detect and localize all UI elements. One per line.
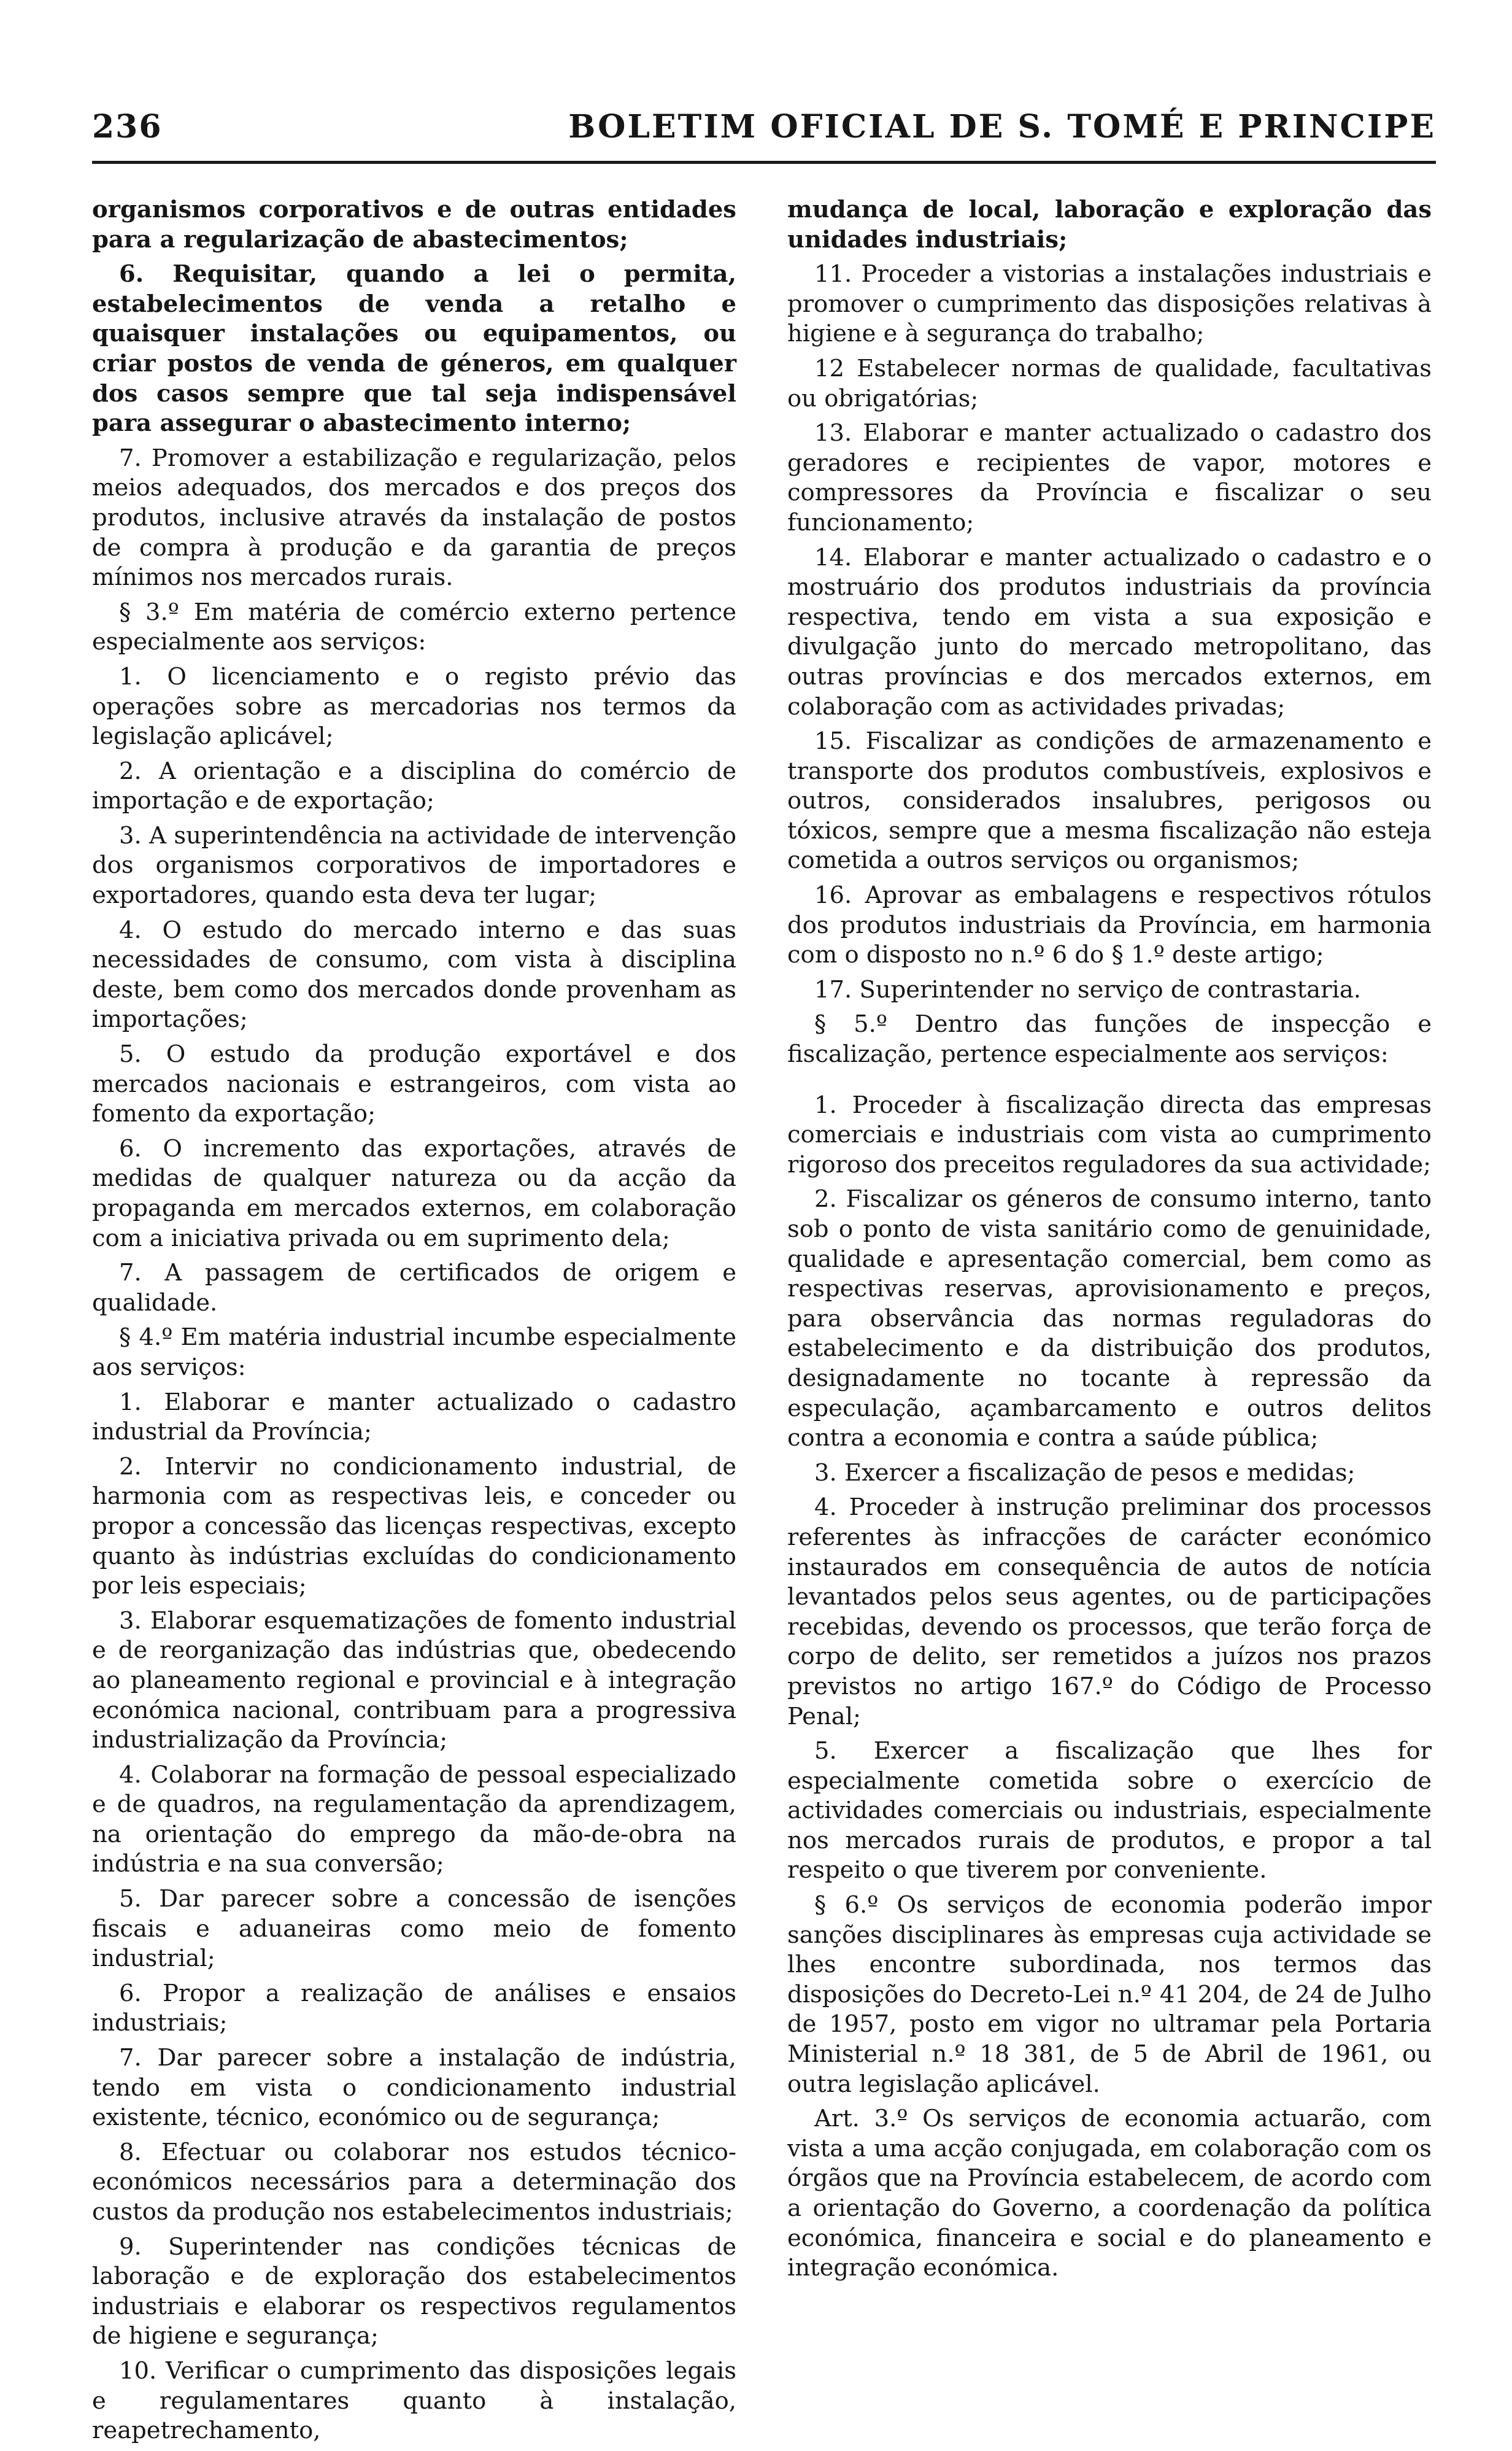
- paragraph: 4. Colaborar na formação de pessoal especializado e de quadros, na regulamentação da aprendizagem, na orientação do emprego da mão-de-obra na indústria e na sua conversão;: [92, 1760, 736, 1878]
- paragraph: 1. Proceder à fiscalização directa das empresas comerciais e industriais com vista ao cumprimento rigoroso dos preceitos reguladores da sua actividade;: [787, 1091, 1432, 1179]
- paragraph: 8. Efectuar ou colaborar nos estudos técnico-económicos necessários para a determinação dos custos da produção nos estabelecimentos industriais;: [92, 2138, 736, 2226]
- paragraph: Art. 3.º Os serviços de economia actuarão, com vista a uma acção conjugada, em colaboração com os órgãos que na Província estabelecem, de acordo com a orientação do Governo, a coordenação da política económica, financeira e social e do planeamento e integração económica.: [787, 2105, 1432, 2282]
- paragraph: 5. O estudo da produção exportável e dos mercados nacionais e estrangeiros, com vista ao fomento da exportação;: [92, 1040, 736, 1128]
- paragraph: 2. A orientação e a disciplina do comércio de importação e de exportação;: [92, 757, 736, 815]
- paragraph: mudança de local, laboração e exploração das unidades industriais;: [787, 196, 1432, 254]
- paragraph: 7. Dar parecer sobre a instalação de indústria, tendo em vista o condicionamento industrial existente, técnico, económico ou de segurança;: [92, 2044, 736, 2132]
- journal-title: BOLETIM OFICIAL DE S. TOMÉ E PRINCIPE: [568, 108, 1436, 145]
- paragraph: 9. Superintender nas condições técnicas de laboração e de exploração dos estabelecimentos industriais e elaborar os respectivos regulamentos de higiene e segurança;: [92, 2232, 736, 2350]
- paragraph: 6. Requisitar, quando a lei o permita, estabelecimentos de venda a retalho e quaisquer instalações ou equipamentos, ou criar postos de venda de géneros, em qualquer dos casos sempre que tal seja indispensável para assegurar o abastecimento interno;: [92, 260, 736, 438]
- paragraph: 14. Elaborar e manter actualizado o cadastro e o mostruário dos produtos industriais da província respectiva, tendo em vista a sua exposição e divulgação junto do mercado metropolitano, das outras províncias e dos mercados externos, em colaboração com as actividades privadas;: [787, 543, 1432, 721]
- paragraph: 17. Superintender no serviço de contrastaria.: [814, 975, 1362, 1004]
- paragraph: 3. A superintendência na actividade de intervenção dos organismos corporativos de importadores e exportadores, quando esta deva ter lugar;: [92, 821, 736, 910]
- paragraph: 16. Aprovar as embalagens e respectivos rótulos dos produtos industriais da Província, em harmonia com o disposto no n.º 6 do § 1.º deste artigo;: [787, 881, 1432, 969]
- paragraph: § 6.º Os serviços de economia poderão impor sanções disciplinares às empresas cuja actividade se lhes encontre subordinada, nos termos das disposições do Decreto-Lei n.º 41 204, de 24 de Julho de 1957, posto em vigor no ultramar pela Portaria Ministerial n.º 18 381, de 5 de Abril de 1961, ou outra legislação aplicável.: [787, 1891, 1432, 2098]
- paragraph: 5. Dar parecer sobre a concessão de isenções fiscais e aduaneiras como meio de fomento industrial;: [92, 1885, 736, 1973]
- paragraph: 15. Fiscalizar as condições de armazenamento e transporte dos produtos combustíveis, explosivos e outros, considerados insalubres, perigosos ou tóxicos, sempre que a mesma fiscalização não esteja cometida a outros serviços ou organismos;: [787, 727, 1432, 875]
- paragraph: 7. A passagem de certificados de origem e qualidade.: [92, 1259, 736, 1317]
- paragraph: 1. O licenciamento e o registo prévio das operações sobre as mercadorias nos termos da legislação aplicável;: [92, 662, 736, 751]
- paragraph: 2. Intervir no condicionamento industrial, de harmonia com as respectivas leis, e conceder ou propor a concessão das licenças respectivas, excepto quanto às indústrias excluídas do condicionamento por leis especiais;: [92, 1452, 736, 1600]
- paragraph: 2. Fiscalizar os géneros de consumo interno, tanto sob o ponto de vista sanitário como de genuinidade, qualidade e apresentação comercial, bem como as respectivas reservas, aprovisionamento e preços, para observância das normas reguladoras do estabelecimento e da distribuição dos produtos, designadamente no tocante à repressão da especulação, açambarcamento e outros delitos contra a economia e contra a saúde pública;: [787, 1185, 1432, 1452]
- right-column: [787, 195, 1432, 2288]
- paragraph: organismos corporativos e de outras entidades para a regularização de abastecimentos;: [92, 196, 736, 254]
- paragraph: 3. Exercer a fiscalização de pesos e medidas;: [814, 1458, 1356, 1487]
- paragraph: § 5.º Dentro das funções de inspecção e fiscalização, pertence especialmente aos serviços:: [787, 1010, 1432, 1069]
- paragraph: 4. O estudo do mercado interno e das suas necessidades de consumo, com vista à disciplina deste, bem como dos mercados donde provenham as importações;: [92, 916, 736, 1034]
- paragraph: 1. Elaborar e manter actualizado o cadastro industrial da Província;: [92, 1388, 736, 1446]
- paragraph: 10. Verificar o cumprimento das disposições legais e regulamentares quanto à instalação, reapetrechamento,: [92, 2356, 736, 2445]
- left-column: [92, 195, 736, 2451]
- paragraph: 6. O incremento das exportações, através de medidas de qualquer natureza ou da acção da propaganda em mercados externos, em colaboração com a iniciativa privada ou em suprimento dela;: [92, 1134, 736, 1252]
- paragraph: 4. Proceder à instrução preliminar dos processos referentes às infracções de carácter económico instaurados em consequência de autos de notícia levantados pelos seus agentes, ou de participações recebidas, devendo os processos, que terão força de corpo de delito, ser remetidos a juízos nos prazos previstos no artigo 167.º do Código de Processo Penal;: [787, 1493, 1432, 1730]
- paragraph: § 4.º Em matéria industrial incumbe especialmente aos serviços:: [92, 1323, 736, 1381]
- header-rule: [92, 161, 1436, 164]
- paragraph: 7. Promover a estabilização e regularização, pelos meios adequados, dos mercados e dos preços dos produtos, inclusive através da instalação de postos de compra à produção e da garantia de preços mínimos nos mercados rurais.: [92, 444, 736, 592]
- page-number: 236: [92, 108, 163, 145]
- paragraph: 11. Proceder a vistorias a instalações industriais e promover o cumprimento das disposições relativas à higiene e à segurança do trabalho;: [787, 260, 1432, 348]
- paragraph: 3. Elaborar esquematizações de fomento industrial e de reorganização das indústrias que, obedecendo ao planeamento regional e provincial e à integração económica nacional, contribuam para a progressiva industrialização da Província;: [92, 1606, 736, 1754]
- paragraph: 12 Estabelecer normas de qualidade, facultativas ou obrigatórias;: [787, 354, 1432, 412]
- paragraph: § 3.º Em matéria de comércio externo pertence especialmente aos serviços:: [92, 598, 736, 656]
- paragraph: 5. Exercer a fiscalização que lhes for especialmente cometida sobre o exercício de actividades comerciais ou industriais, especialmente nos mercados rurais de produtos, e propor a tal respeito o que tiverem por conveniente.: [787, 1737, 1432, 1884]
- paragraph: 6. Propor a realização de análises e ensaios industriais;: [92, 1979, 736, 2037]
- page-header: [92, 103, 1436, 152]
- paragraph: 13. Elaborar e manter actualizado o cadastro dos geradores e recipientes de vapor, motores e compressores da Província e fiscalizar o seu funcionamento;: [787, 419, 1432, 536]
